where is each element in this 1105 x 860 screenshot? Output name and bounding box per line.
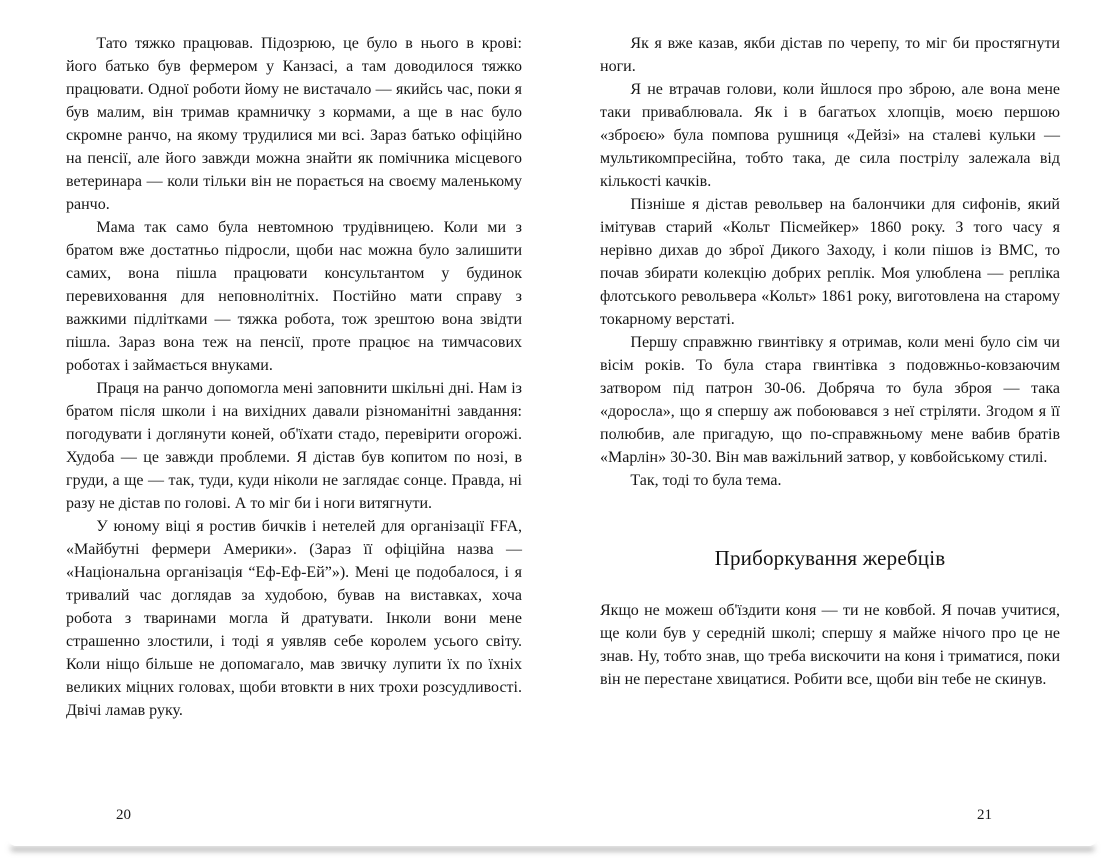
left-page <box>66 32 522 860</box>
page-number-right: 21 <box>977 807 992 823</box>
page-number-left: 20 <box>116 807 131 823</box>
paragraph: У юному віці я ростив бичків і нетелей для організації FFA, «Майбутні фермери Америки». (Зараз її офіційна назва — «Національна організація “Еф-Еф-Ей”»). Мені це подобалося, і я тривалий час доглядав за худобою, бував на виставках, хоча робота з тваринами могла й дратувати. Інколи вони мене страшенно злостили, і тоді я уявляв себе королем усього світу. Коли ніщо більше не допомагало, мав звичку лупити їх по їхніх великих міцних головах, щоби втовкти в них трохи розсудливості. Двічі ламав руку. <box>66 518 522 719</box>
right-page <box>600 32 1060 860</box>
paragraph: Тато тяжко працював. Підозрюю, це було в нього в крові: його батько був фермером у Канзасі, а там доводилося тяжко працювати. Одної роботи йому не вистачало — якийсь час, поки я був малим, він тримав крамничку з кормами, а ще в нас було скромне ранчо, на якому трудилися ми всі. Зараз батько офіційно на пенсії, але його завжди можна знайти як помічника місцевого ветеринара — коли тільки він не порається на своєму маленькому ранчо. <box>66 35 522 213</box>
paragraph: Першу справжню гвинтівку я отримав, коли мені було сім чи вісім років. То була стара гвинтівка з подовжньо-ковзаючим затвором під патрон 30-06. Добряча то була зброя — така «доросла», що я спершу аж побоювався з неї стріляти. Згодом я її полюбив, але пригадую, що по-справжньому мене вабив братів «Марлін» 30-30. Він мав важільний затвор, у ковбойському стилі. <box>600 334 1060 466</box>
paragraph: Якщо не можеш об'їздити коня — ти не ковбой. Я почав учитися, ще коли був у середній школі; спершу я майже нічого про це не знав. Ну, тобто знав, що треба вискочити на коня і триматися, поки він не перестане хвицатися. Робити все, щоби він тебе не скинув. <box>600 602 1060 688</box>
paragraph: Я не втрачав голови, коли йшлося про зброю, але вона мене таки приваблювала. Як і в багатьох хлопців, моєю першою «зброєю» була помпова рушниця «Дейзі» на сталеві кульки — мультикомпресійна, тобто така, де сила пострілу залежала від кількості качків. <box>600 81 1060 190</box>
paragraph: Так, тоді то була тема. <box>630 472 782 489</box>
paragraph: Праця на ранчо допомогла мені заповнити шкільні дні. Нам із братом після школи і на вихідних давали різноманітні завдання: погодувати і доглянути коней, об'їхати стадо, перевірити огорожі. Худоба — це завжди проблеми. Я дістав був копитом по нозі, в груди, а ще — так, туди, куди ніколи не заглядає сонце. Правда, ні разу не дістав по голові. А то міг би і ноги витягнути. <box>66 380 522 512</box>
paragraph: Мама так само була невтомною трудівницею. Коли ми з братом вже достатньо підросли, щоби нас можна було залишити самих, вона пішла працювати консультантом у будинок перевиховання для неповнолітніх. Постійно мати справу з важкими підлітками — тяжка робота, тож зрештою вона звідти пішла. Зараз вона теж на пенсії, проте працює на тимчасових роботах і займається внуками. <box>66 219 522 374</box>
paragraph: Пізніше я дістав револьвер на балончики для сифонів, який імітував старий «Кольт Пісмейкер» 1860 року. З того часу я нерівно дихав до зброї Дикого Заходу, і коли пішов із ВМС, то почав збирати колекцію добрих реплік. Моя улюблена — репліка флотського револьвера «Кольт» 1861 року, виготовлена на старому токарному верстаті. <box>600 196 1060 328</box>
paragraph: Як я вже казав, якби дістав по черепу, то міг би простягнути ноги. <box>600 35 1060 75</box>
section-heading: Приборкування жеребців <box>714 546 946 570</box>
